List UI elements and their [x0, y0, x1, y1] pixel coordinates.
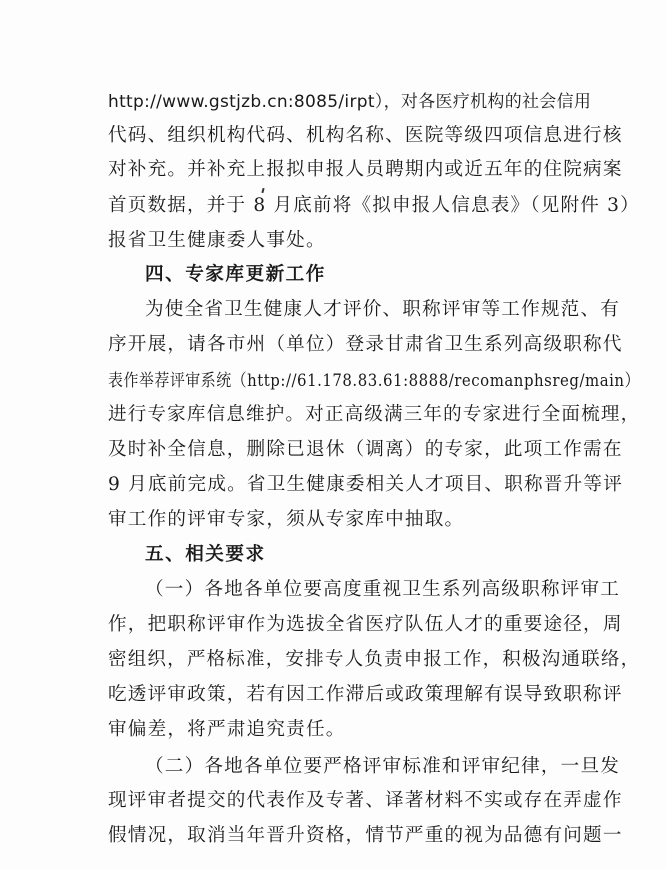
paragraph-line: （二）各地各单位要严格评审标准和评审纪律，一旦发	[145, 756, 621, 777]
section-heading-4: 四、专家库更新工作	[145, 264, 326, 285]
paragraph-line: 假情况，取消当年晋升资格，情节严重的视为品德有问题一	[108, 825, 623, 846]
scan-mark	[261, 188, 264, 193]
paragraph-line: 9 月底前完成。省卫生健康委相关人才项目、职称晋升等评	[108, 474, 623, 495]
section-heading-5: 五、相关要求	[145, 544, 266, 565]
paragraph-line: 现评审者提交的代表作及专著、译著材料不实或存在弄虚作	[108, 790, 623, 811]
paragraph-line: 表作举荐评审系统（http://61.178.83.61:8888/recomanphsreg/main）	[108, 371, 641, 391]
paragraph-line: 报省卫生健康委人事处。	[108, 230, 326, 251]
paragraph-line: 及时补全信息，删除已退休（调离）的专家，此项工作需在	[108, 439, 623, 460]
paragraph-line: 吃透评审政策，若有因工作滞后或政策理解有误导致职称评	[108, 684, 623, 705]
url-text: http://www.gstjzb.cn:8085/irpt），对各医疗机构的社会信用	[108, 92, 592, 112]
paragraph-line: 作，把职称评审作为选拔全省医疗队伍人才的重要途径，周	[108, 614, 623, 635]
paragraph-line: 为使全省卫生健康人才评价、职称评审等工作规范、有	[145, 299, 621, 320]
paragraph-line: 进行专家库信息维护。对正高级满三年的专家进行全面梳理，	[108, 404, 641, 425]
paragraph-line: 首页数据，并于 8 月底前将《拟申报人信息表》（见附件 3）	[108, 195, 640, 216]
paragraph-line: 序开展，请各市州（单位）登录甘肃省卫生系列高级职称代	[108, 334, 623, 355]
paragraph-line	[108, 90, 591, 114]
paragraph-line: 审工作的评审专家，须从专家库中抽取。	[108, 509, 465, 530]
paragraph-line: （一）各地各单位要高度重视卫生系列高级职称评审工	[145, 579, 621, 600]
paragraph-line: 代码、组织机构代码、机构名称、医院等级四项信息进行核	[108, 125, 623, 146]
paragraph-line: 对补充。并补充上报拟申报人员聘期内或近五年的住院病案	[108, 159, 623, 180]
paragraph-line: 密组织，严格标准，安排专人负责申报工作，积极沟通联络，	[108, 649, 641, 670]
paragraph-line: 审偏差，将严肃追究责任。	[108, 719, 346, 740]
